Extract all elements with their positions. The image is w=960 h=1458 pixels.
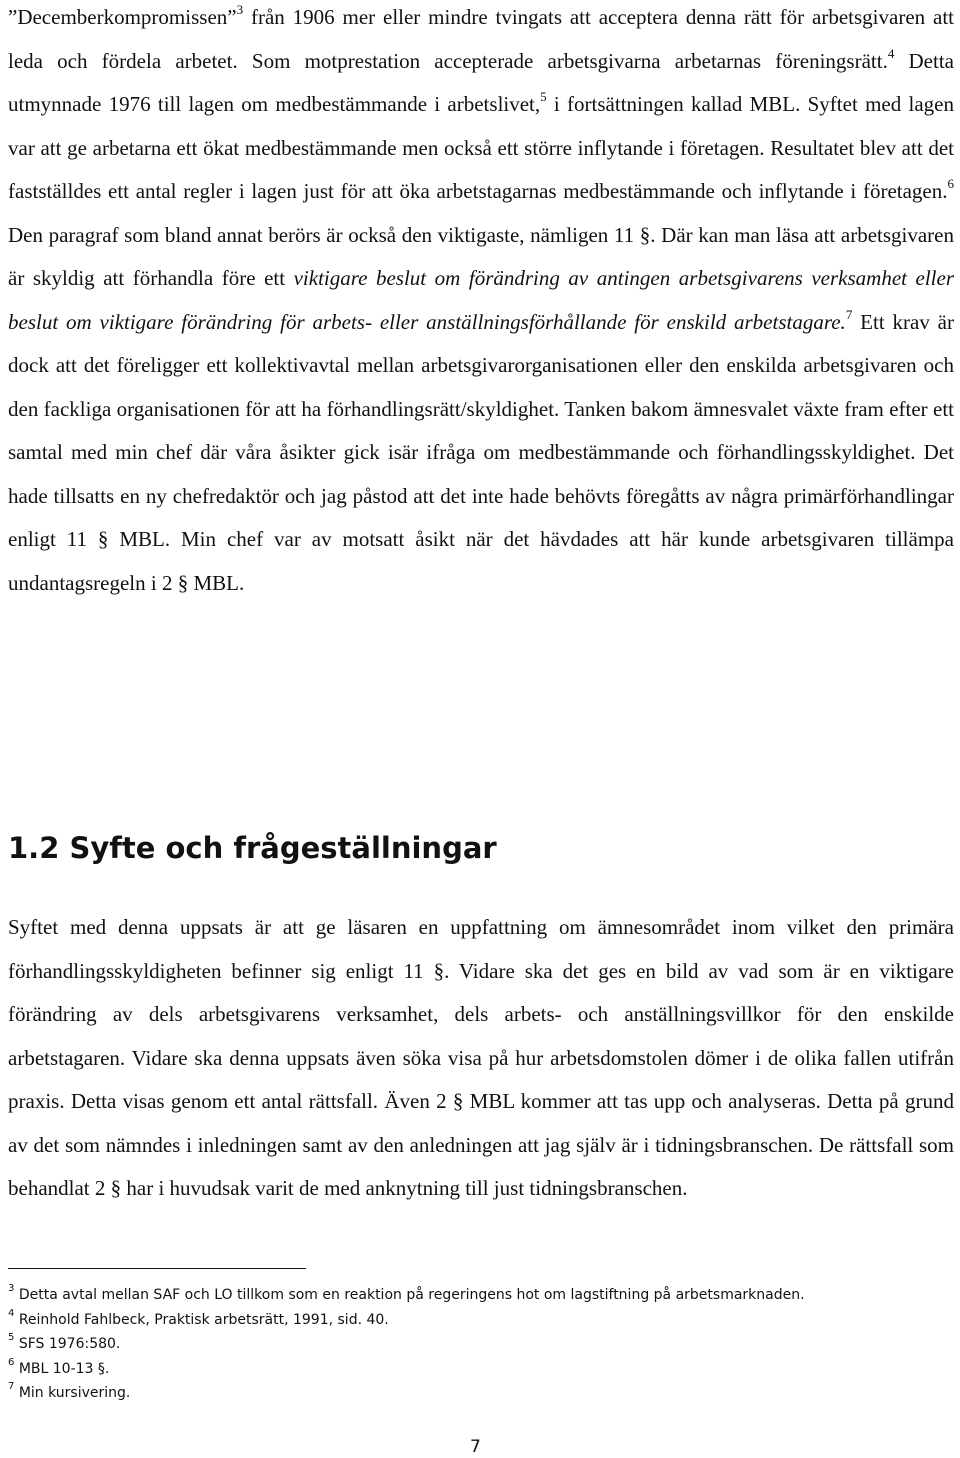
footnote-7: [8, 1381, 908, 1406]
footnote-text: Detta avtal mellan SAF och LO tillkom som en reaktion på regeringens hot om lagstiftning på arbetsmarknaden.: [18, 1287, 805, 1303]
italic-quote: viktigare beslut om förändring av antingen arbetsgivarens verksamhet eller beslut om viktigare förändring för arbets- eller anställningsförhållande för enskild arbetstagare.: [8, 266, 954, 334]
text-run: Ett krav är dock att det föreligger ett kollektivavtal mellan arbetsgivarorganisationen eller den enskilda arbetsgivaren och den fackliga organisationen för att ha förhandlingsrätt/skyldighet. Tanken bakom ämnesvalet växte fram efter ett samtal med min chef där våra åsikter gick isär ifråga om medbestämmande och förhandlingsskyldighet. Det hade tillsatts en ny chefredaktör och jag påstod att det inte hade behövts föregåtts av några primärförhandlingar enligt 11 § MBL. Min chef var av motsatt åsikt när det hävdades att här kunde arbetsgivaren tillämpa undantagsregeln i 2 § MBL.: [8, 309, 954, 595]
footnote-number: 3: [8, 1283, 15, 1295]
page-number: 7: [470, 1437, 481, 1457]
footnote-6: [8, 1357, 908, 1382]
footnote-number: 4: [8, 1307, 15, 1319]
text-run: ”Decemberkompromissen”: [8, 5, 237, 29]
text-run: Detta utmynnade 1976 till lagen om medbestämmande i arbetslivet,: [8, 48, 954, 116]
footnotes: [8, 1283, 908, 1406]
footnote-3: [8, 1283, 908, 1308]
footnote-5: [8, 1332, 908, 1357]
footnote-separator: [8, 1268, 306, 1269]
footnote-text: Min kursivering.: [18, 1385, 131, 1401]
footnote-ref-5[interactable]: 5: [540, 89, 547, 104]
footnote-4: [8, 1308, 908, 1333]
section-heading: 1.2 Syfte och frågeställningar: [8, 831, 497, 865]
footnote-number: 7: [8, 1381, 15, 1393]
footnote-number: 6: [8, 1356, 15, 1368]
footnote-ref-7[interactable]: 7: [845, 306, 853, 322]
text-run: i fortsättningen kallad MBL. Syftet med lagen var att ge arbetarna ett ökat medbestämmande men också ett större inflytande i företagen. Resultatet blev att det fastställdes ett antal regler i lagen just för att öka arbetstagarnas medbestämmande och inflytande i företagen.: [8, 92, 954, 203]
footnote-text: MBL 10-13 §.: [18, 1360, 110, 1377]
footnote-ref-4[interactable]: 4: [887, 45, 895, 61]
footnote-text: Reinhold Fahlbeck, Praktisk arbetsrätt, 1991, sid. 40.: [18, 1311, 389, 1328]
text-run: Den paragraf som bland annat berörs är också den viktigaste, nämligen 11 §. Där kan man läsa att arbetsgivaren är skyldig att förhandla före ett: [8, 222, 954, 290]
footnote-number: 5: [8, 1332, 15, 1344]
purpose-paragraph: Syftet med denna uppsats är att ge läsaren en uppfattning om ämnesområdet inom vilket den primära förhandlingsskyldigheten befinner sig enligt 11 §. Vidare ska det ges en bild av vad som är en viktigare förändring av dels arbetsgivarens verksamhet, dels arbets- och anställningsvillkor för den enskilde arbetstagaren. Vidare ska denna uppsats även söka visa på hur arbetsdomstolen dömer i de olika fallen utifrån praxis. Detta visas genom ett antal rättsfall. Även 2 § MBL kommer att tas upp och analyseras. Detta på grund av det som nämndes i inledningen samt av den anledningen att jag själv är i tidningsbranschen. De rättsfall som behandlat 2 § har i huvudsak varit de med anknytning till just tidningsbranschen.: [8, 915, 954, 1200]
footnote-ref-3[interactable]: 3: [236, 2, 244, 17]
intro-paragraph: [8, 0, 954, 605]
text-run: från 1906 mer eller mindre tvingats att acceptera denna rätt för arbetsgivaren att leda och fördela arbetet. Som motprestation accepterade arbetsgivarna arbetarnas föreningsrätt.: [8, 5, 954, 73]
footnote-ref-6[interactable]: 6: [947, 176, 954, 191]
footnote-text: SFS 1976:580.: [18, 1336, 121, 1352]
